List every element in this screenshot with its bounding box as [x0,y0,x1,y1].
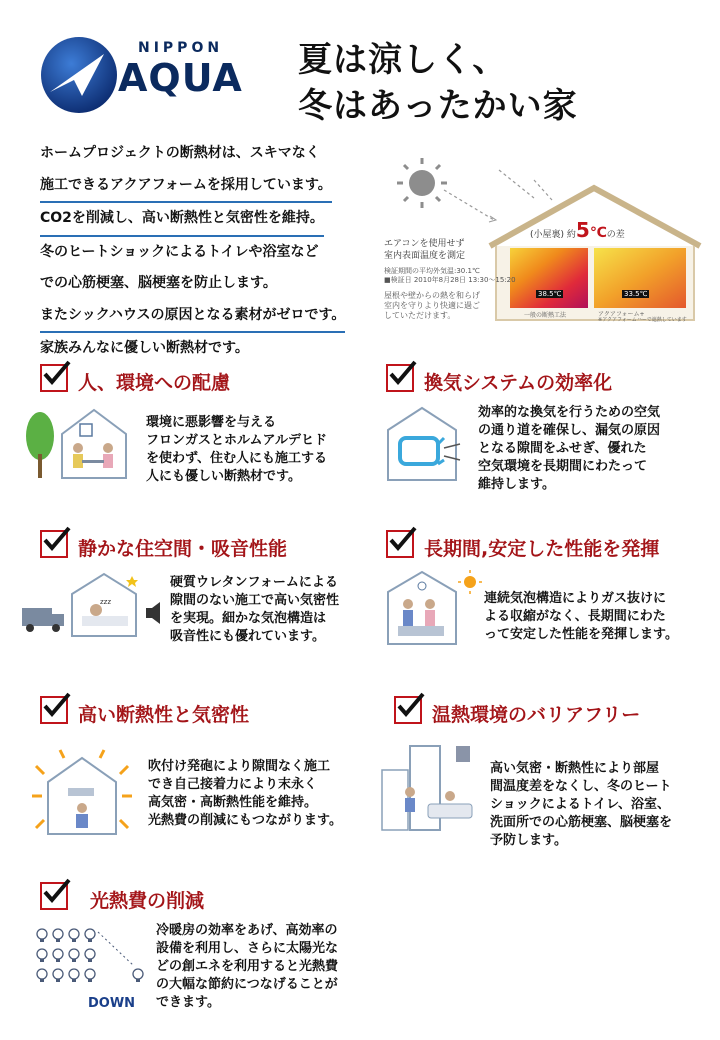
intro-line-5: での心筋梗塞、脳梗塞を防止します。 [40,275,277,291]
nippon-aqua-logo-mark [38,34,120,116]
thermal-comparison [384,150,704,330]
intro-line-4: 冬のヒートショックによるトイレや浴室など [40,243,319,260]
feature-1-line: フロンガスとホルムアルデヒド [146,433,327,448]
headline-line1: 夏は涼しく、 [298,40,508,80]
feature-4-line: 連続気泡構造によりガス抜けに [484,591,667,606]
brand-aqua: AQUA [118,56,243,100]
feature-5-line: でき自己接着力により末永く [148,777,318,792]
feature-7-line: どの創エネを利用すると光熱費 [156,959,339,974]
feature-1-body [146,414,327,486]
checkbox-icon [40,530,68,558]
feature-5-body [148,758,342,830]
checkbox-icon [386,364,414,392]
feature-7-line: できます。 [156,995,220,1010]
feature-3-line: を実現。細かな気泡構造は [170,611,327,626]
feature-6-line: 高い気密・断熱性により部屋 [490,761,660,776]
feature-6-line: 予防します。 [490,833,567,848]
temp-right: 33.5℃ [624,290,648,298]
feature-5-line: 高気密・高断熱性能を維持。 [148,795,318,810]
feature-1-line: 人にも優しい断熱材です。 [146,469,301,484]
ventilation-house-icon [384,404,464,484]
feature-4-body [484,590,678,644]
caption-aquafoam-2: ※アクアフォームハーで遮熱しています [598,317,687,323]
feature-7-body [156,922,338,1012]
temp-diff-suffix: の差 [606,230,625,240]
feature-6-line: 洗面所での心筋梗塞、脳梗塞を [490,815,673,830]
intro-line-3: CO2を削減し、高い断熱性と気密性を維持。 [40,203,324,237]
feature-5-line: 光熱費の削減にもつながります。 [148,813,342,828]
feature-2-line: となる隙間をふせぎ、優れた [478,441,647,456]
checkbox-icon [386,530,414,558]
checkbox-icon [40,696,68,724]
feature-4-title: 長期間,安定した性能を発揮 [424,538,660,560]
thermal-meta-2: ■検証日 2010年8月28日 13:30～15:20 [384,276,516,284]
quiet-house-icon [20,570,166,640]
temp-left: 38.5℃ [538,290,562,298]
feature-1-title: 人、環境への配慮 [78,372,231,394]
thermal-image-conventional [510,248,588,308]
caption-conventional: 一般の断熱工法 [524,312,567,319]
feature-4-line: よる収縮がなく、長期間にわた [484,609,666,624]
feature-2-title: 換気システムの効率化 [424,372,613,394]
caption-aquafoam-1: アクアフォーム+ [598,311,645,318]
thermal-meta-1: 検証期間の平均外気温:30.1℃ [384,267,480,275]
feature-5-line: 吹付け発砲により隙間なく施工 [148,759,331,774]
feature-2-line: 効率的な換気を行うための空気 [478,405,661,420]
temp-diff-unit: ℃ [589,225,607,241]
headline-line2: 冬はあったかい家 [298,86,578,126]
feature-2-line: 空気環境を長期間にわたって [478,459,648,474]
intro-text [40,138,390,365]
feature-6-line: 間温度差をなくし、冬のヒート [490,779,672,794]
feature-3-body [170,574,339,646]
intro-line-2: 施工できるアクアフォームを採用しています。 [40,170,332,204]
feature-2-body [478,404,660,494]
feature-3-line: 隙間のない施工で高い気密性 [170,593,340,608]
eco-house-icon [22,404,132,484]
intro-line-6: またシックハウスの原因となる素材がゼロです。 [40,300,345,334]
intro-line-7: 家族みんなに優しい断熱材です。 [40,340,249,356]
feature-2-line: 維持します。 [478,477,555,492]
thermal-note-4: 室内を守りより快適に過ご [384,301,480,310]
feature-4-line: って安定した性能を発揮します。 [484,627,678,642]
intro-line-1-text: ホームプロジェクトの断熱材は、スキマなく [40,145,320,161]
thermal-note-1: エアコンを使用せず [384,239,465,249]
thermal-image-aquafoam [594,248,686,308]
insulated-house-icon [30,748,134,840]
checkbox-icon [40,882,68,910]
attic-label [530,218,625,242]
family-house-icon [386,570,482,646]
feature-3-line: 硬質ウレタンフォームによる [170,575,338,590]
thermal-note-5: していただけます。 [384,311,456,320]
feature-6-line: ショックによるトイレ、浴室、 [490,797,671,812]
feature-2-line: の通り道を確保し、漏気の原因 [478,423,661,438]
checkbox-icon [394,696,422,724]
thermal-note-3: 屋根や壁からの熱を和らげ [384,291,480,300]
feature-1-line: 環境に悪影響を与える [146,415,277,430]
attic-label-text: (小屋裏) 約 [530,230,576,240]
feature-3-title: 静かな住空間・吸音性能 [78,538,288,560]
down-label: DOWN [88,996,136,1011]
feature-3-line: 吸音性にも優れています。 [170,629,325,644]
checkbox-icon [40,364,68,392]
feature-7-line: の大幅な節約につなげることが [156,977,338,992]
temp-diff-value: 5 [575,218,590,242]
feature-7-line: 設備を利用し、さらに太陽光な [156,941,339,956]
svg-text:zzz: zzz [100,598,112,606]
barrier-free-bathroom-icon [380,742,480,838]
lightbulbs-down-icon [34,924,152,996]
feature-7-line: 冷暖房の効率をあげ、高効率の [156,923,338,938]
feature-6-title: 温熱環境のバリアフリー [432,704,641,726]
thermal-note-2: 室内表面温度を測定 [384,251,466,261]
brand-nippon: NIPPON [138,40,224,56]
feature-7-title: 光熱費の削減 [90,890,205,912]
intro-line-1 [40,138,390,170]
feature-5-title: 高い断熱性と気密性 [78,704,250,726]
sun-icon [397,158,447,208]
feature-6-body [490,760,672,850]
feature-1-line: を使わず、住む人にも施工する [146,451,327,466]
